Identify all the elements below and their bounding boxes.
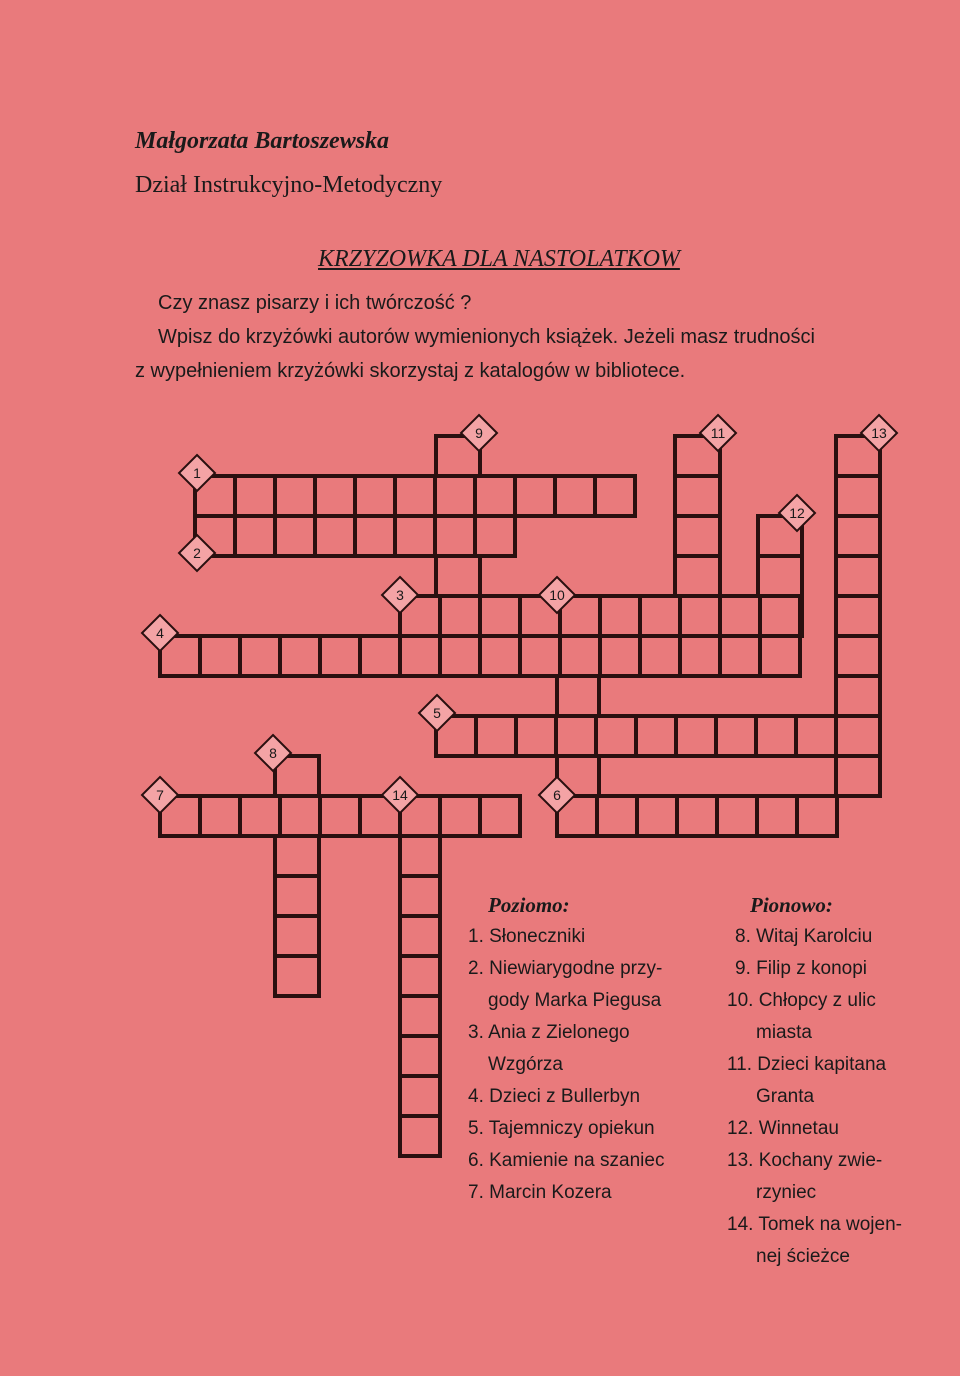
across-clue-2-cont: gody Marka Piegusa bbox=[488, 990, 662, 1011]
down-9-cell[interactable] bbox=[436, 556, 480, 596]
down-13-cell[interactable] bbox=[836, 636, 880, 676]
across-2-cell[interactable] bbox=[395, 516, 435, 556]
across-clue-5: 5. Tajemniczy opiekun bbox=[468, 1118, 655, 1139]
down-clue-10: 10. Chłopcy z ulic bbox=[727, 990, 876, 1011]
down-13-cell[interactable] bbox=[836, 596, 880, 636]
across-1-cell[interactable] bbox=[555, 476, 595, 516]
across-4-cell[interactable] bbox=[320, 636, 360, 676]
across-6-cell[interactable] bbox=[637, 796, 677, 836]
across-3-cell[interactable] bbox=[480, 596, 520, 636]
down-clue-9: 9. Filip z konopi bbox=[735, 958, 868, 979]
svg-text:8: 8 bbox=[269, 745, 277, 761]
across-4-cell[interactable] bbox=[360, 636, 400, 676]
down-14-cell[interactable] bbox=[400, 1116, 440, 1156]
svg-text:9: 9 bbox=[475, 425, 483, 441]
across-7-cell[interactable] bbox=[240, 796, 280, 836]
down-13-cell[interactable] bbox=[836, 676, 880, 716]
across-4-cell[interactable] bbox=[720, 636, 760, 676]
svg-text:3: 3 bbox=[396, 587, 404, 603]
across-4-cell[interactable] bbox=[600, 636, 640, 676]
svg-text:6: 6 bbox=[553, 787, 561, 803]
across-3-cell[interactable] bbox=[680, 596, 720, 636]
down-13-cell[interactable] bbox=[836, 516, 880, 556]
page-title: KRZYZOWKA DLA NASTOLATKOW bbox=[318, 246, 680, 272]
across-title: Poziomo: bbox=[488, 893, 570, 917]
down-8-cell[interactable] bbox=[275, 956, 319, 996]
across-7-cell[interactable] bbox=[320, 796, 360, 836]
across-3-cell[interactable] bbox=[720, 596, 760, 636]
intro-line-2: Wpisz do krzyżówki autorów wymienionych książek. Jeżeli masz trudności bbox=[158, 326, 815, 348]
down-11-cell[interactable] bbox=[675, 556, 720, 596]
down-14-cell[interactable] bbox=[400, 996, 440, 1036]
down-title: Pionowo: bbox=[750, 893, 833, 917]
svg-text:10: 10 bbox=[549, 587, 565, 603]
down-8-cell[interactable] bbox=[275, 836, 319, 876]
down-14-cell[interactable] bbox=[400, 956, 440, 996]
svg-text:14: 14 bbox=[392, 787, 408, 803]
svg-text:2: 2 bbox=[193, 545, 201, 561]
across-4-cell[interactable] bbox=[760, 636, 800, 676]
across-clue-4: 4. Dzieci z Bullerbyn bbox=[468, 1086, 641, 1107]
across-6-cell[interactable] bbox=[797, 796, 837, 836]
across-5-cell[interactable] bbox=[676, 716, 716, 756]
down-clue-8: 8. Witaj Karolciu bbox=[735, 926, 873, 947]
across-1-cell[interactable] bbox=[275, 476, 315, 516]
svg-text:5: 5 bbox=[433, 705, 441, 721]
across-7-cell[interactable] bbox=[440, 796, 480, 836]
down-8-cell[interactable] bbox=[275, 916, 319, 956]
across-5-cell[interactable] bbox=[796, 716, 836, 756]
across-2-cell[interactable] bbox=[235, 516, 275, 556]
across-2-cell[interactable] bbox=[475, 516, 515, 556]
across-1-cell[interactable] bbox=[595, 476, 635, 516]
svg-text:1: 1 bbox=[193, 465, 201, 481]
across-4-cell[interactable] bbox=[480, 636, 520, 676]
down-13-cell[interactable] bbox=[836, 556, 880, 596]
svg-text:12: 12 bbox=[789, 505, 805, 521]
down-clue-10-cont: miasta bbox=[756, 1022, 812, 1043]
across-3-cell[interactable] bbox=[600, 596, 640, 636]
down-clue-13: 13. Kochany zwie- bbox=[727, 1150, 883, 1171]
across-7-cell[interactable] bbox=[280, 796, 320, 836]
across-3-cell[interactable] bbox=[760, 596, 800, 636]
down-11-cell[interactable] bbox=[675, 476, 720, 516]
across-4-cell[interactable] bbox=[200, 636, 240, 676]
across-5-cell[interactable] bbox=[556, 716, 596, 756]
down-clue-11-cont: Granta bbox=[756, 1086, 815, 1107]
svg-text:7: 7 bbox=[156, 787, 164, 803]
across-clue-7: 7. Marcin Kozera bbox=[468, 1182, 612, 1203]
across-5-cell[interactable] bbox=[716, 716, 756, 756]
down-clue-11: 11. Dzieci kapitana bbox=[727, 1054, 887, 1075]
across-3-cell[interactable] bbox=[640, 596, 680, 636]
down-13-cell[interactable] bbox=[836, 476, 880, 516]
down-clue-12: 12. Winnetau bbox=[727, 1118, 839, 1139]
down-13-cell[interactable] bbox=[836, 756, 880, 796]
across-1-cell[interactable] bbox=[475, 476, 515, 516]
across-6-cell[interactable] bbox=[757, 796, 797, 836]
across-6-cell[interactable] bbox=[717, 796, 757, 836]
across-1-cell[interactable] bbox=[315, 476, 355, 516]
down-14-cell[interactable] bbox=[400, 1036, 440, 1076]
across-5-cell[interactable] bbox=[516, 716, 556, 756]
across-7-cell[interactable] bbox=[200, 796, 240, 836]
across-4-cell[interactable] bbox=[240, 636, 280, 676]
down-10-cell[interactable] bbox=[557, 676, 599, 716]
across-5-cell[interactable] bbox=[596, 716, 636, 756]
across-4-cell[interactable] bbox=[280, 636, 320, 676]
down-clue-13-cont: rzyniec bbox=[756, 1182, 817, 1203]
across-1-cell[interactable] bbox=[395, 476, 435, 516]
down-14-cell[interactable] bbox=[400, 876, 440, 916]
down-14-cell[interactable] bbox=[400, 1076, 440, 1116]
across-clue-3: 3. Ania z Zielonego bbox=[468, 1022, 630, 1043]
down-14-cell[interactable] bbox=[400, 916, 440, 956]
across-5-cell[interactable] bbox=[636, 716, 676, 756]
across-7-cell[interactable] bbox=[480, 796, 520, 836]
across-1-cell[interactable] bbox=[435, 476, 475, 516]
across-4-cell[interactable] bbox=[680, 636, 720, 676]
across-2-cell[interactable] bbox=[355, 516, 395, 556]
svg-text:13: 13 bbox=[871, 425, 887, 441]
across-2-cell[interactable] bbox=[315, 516, 355, 556]
down-12-cell[interactable] bbox=[758, 556, 802, 596]
across-1-cell[interactable] bbox=[515, 476, 555, 516]
across-4-cell[interactable] bbox=[520, 636, 560, 676]
across-1-cell[interactable] bbox=[355, 476, 395, 516]
across-clue-3-cont: Wzgórza bbox=[488, 1054, 563, 1075]
across-6-cell[interactable] bbox=[677, 796, 717, 836]
across-6-cell[interactable] bbox=[597, 796, 637, 836]
intro-line-1: Czy znasz pisarzy i ich twórczość ? bbox=[158, 292, 472, 314]
across-4-cell[interactable] bbox=[560, 636, 600, 676]
intro-line-3: z wypełnieniem krzyżówki skorzystaj z katalogów w bibliotece. bbox=[135, 360, 686, 382]
svg-text:11: 11 bbox=[710, 425, 726, 441]
across-3-cell[interactable] bbox=[440, 596, 480, 636]
down-clue-14-cont: nej ścieżce bbox=[756, 1246, 850, 1267]
across-4-cell[interactable] bbox=[400, 636, 440, 676]
down-11-cell[interactable] bbox=[675, 516, 720, 556]
across-clue-2: 2. Niewiarygodne przy- bbox=[468, 958, 663, 979]
across-5-cell[interactable] bbox=[476, 716, 516, 756]
down-13-cell[interactable] bbox=[836, 716, 880, 756]
across-2-cell[interactable] bbox=[275, 516, 315, 556]
down-14-cell[interactable] bbox=[400, 836, 440, 876]
department-name: Dział Instrukcyjno-Metodyczny bbox=[135, 172, 443, 198]
down-clue-14: 14. Tomek na wojen- bbox=[727, 1214, 902, 1235]
author-name: Małgorzata Bartoszewska bbox=[135, 128, 390, 154]
across-2-cell[interactable] bbox=[435, 516, 475, 556]
svg-text:4: 4 bbox=[156, 625, 164, 641]
across-4-cell[interactable] bbox=[640, 636, 680, 676]
across-clue-6: 6. Kamienie na szaniec bbox=[468, 1150, 665, 1171]
across-1-cell[interactable] bbox=[235, 476, 275, 516]
down-8-cell[interactable] bbox=[275, 876, 319, 916]
across-4-cell[interactable] bbox=[440, 636, 480, 676]
across-5-cell[interactable] bbox=[756, 716, 796, 756]
across-clue-1: 1. Słoneczniki bbox=[468, 926, 586, 947]
